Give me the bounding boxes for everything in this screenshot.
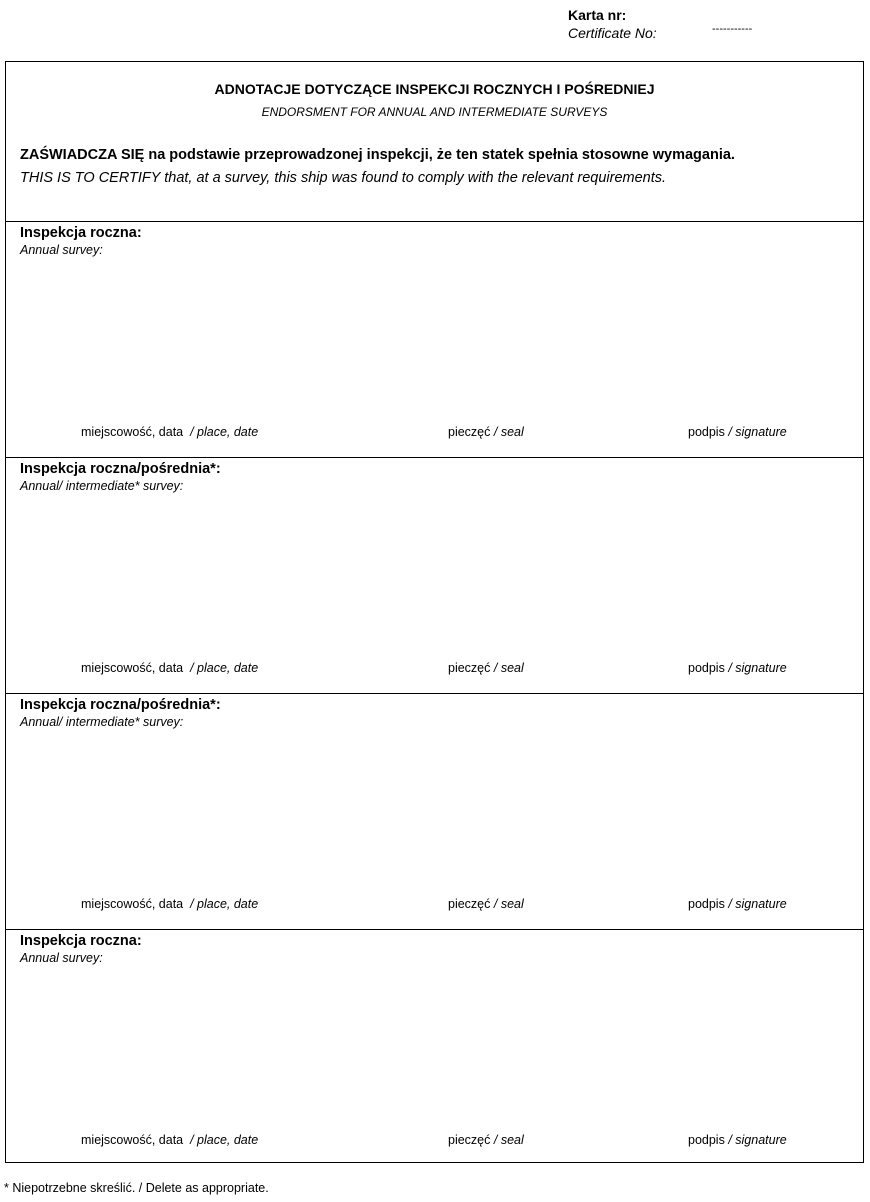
survey-section-1[interactable] (6, 222, 863, 458)
certificate-label-en: Certificate No: (568, 25, 657, 41)
survey-title-en: Annual survey: (20, 951, 103, 965)
place-date-label: miejscowość, data / place, date (81, 425, 259, 439)
seal-label: pieczęć / seal (448, 661, 524, 675)
survey-section-3[interactable] (6, 694, 863, 930)
form-heading-block (6, 62, 863, 222)
survey-title-en: Annual/ intermediate* survey: (20, 479, 184, 493)
survey-title-en: Annual/ intermediate* survey: (20, 715, 184, 729)
seal-label: pieczęć / seal (448, 425, 524, 439)
survey-section-4[interactable] (6, 930, 863, 1166)
survey-title-pl: Inspekcja roczna/pośrednia*: (20, 461, 221, 477)
seal-label: pieczęć / seal (448, 1133, 524, 1147)
form-title-pl: ADNOTACJE DOTYCZĄCE INSPEKCJI ROCZNYCH I POŚREDNIEJ (214, 81, 655, 97)
signature-label: podpis / signature (688, 661, 787, 675)
survey-title-en: Annual survey: (20, 243, 103, 257)
place-date-label: miejscowość, data / place, date (81, 897, 259, 911)
signature-label: podpis / signature (688, 425, 787, 439)
certify-statement-pl: ZAŚWIADCZA SIĘ na podstawie przeprowadzonej inspekcji, że ten statek spełnia stosowne wymagania. (20, 147, 735, 163)
survey-title-pl: Inspekcja roczna/pośrednia*: (20, 697, 221, 713)
survey-section-2[interactable] (6, 458, 863, 694)
form-title-en: ENDORSMENT FOR ANNUAL AND INTERMEDIATE SURVEYS (261, 105, 608, 119)
certificate-number-field[interactable]: ----------- (712, 23, 753, 35)
certify-statement-en: THIS IS TO CERTIFY that, at a survey, this ship was found to comply with the relevant requirements. (20, 170, 667, 186)
signature-label: podpis / signature (688, 897, 787, 911)
certificate-number-header (568, 6, 657, 42)
survey-title-pl: Inspekcja roczna: (20, 933, 142, 949)
place-date-label: miejscowość, data / place, date (81, 1133, 259, 1147)
endorsement-form (5, 61, 864, 1163)
certificate-label-pl: Karta nr: (568, 7, 627, 23)
seal-label: pieczęć / seal (448, 897, 524, 911)
footnote: * Niepotrzebne skreślić. / Delete as appropriate. (4, 1181, 269, 1195)
survey-title-pl: Inspekcja roczna: (20, 225, 142, 241)
place-date-label: miejscowość, data / place, date (81, 661, 259, 675)
signature-label: podpis / signature (688, 1133, 787, 1147)
